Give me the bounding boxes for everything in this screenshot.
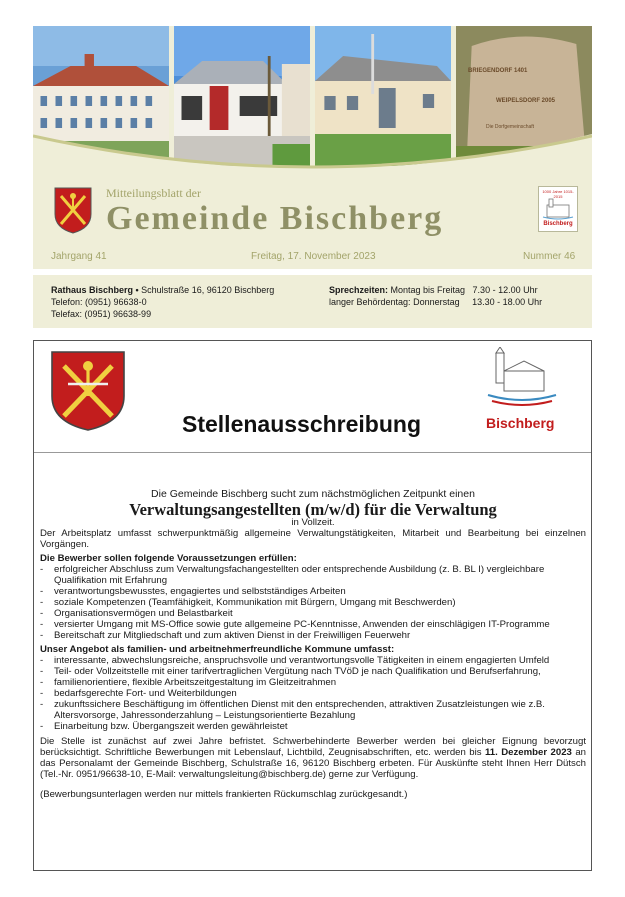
badge-text: 1000 Jahre 1015-2015 bbox=[542, 189, 574, 199]
jahrgang: Jahrgang 41 bbox=[51, 251, 107, 262]
requirements-list bbox=[40, 564, 586, 641]
ad-coat-of-arms-icon bbox=[48, 348, 128, 437]
list-item: - interessante, abwechslungsreiche, anspruchsvolle und verantwortungsvolle Tätigkeiten in einem engagierten Umfeld bbox=[40, 655, 586, 666]
list-item: - verantwortungsbewusstes, engagiertes und selbstständiges Arbeiten bbox=[40, 586, 586, 597]
office-hours bbox=[329, 284, 542, 308]
list-item: - Einarbeitung bzw. Übergangszeit werden gewährleistet bbox=[40, 721, 586, 732]
list-item: - bedarfsgerechte Fort- und Weiterbildungen bbox=[40, 688, 586, 699]
offer-heading: Unser Angebot als familien- und arbeitnehmerfreundliche Kommune umfasst: bbox=[40, 644, 395, 655]
rathaus-name: Rathaus Bischberg • bbox=[51, 285, 139, 295]
office-hours-label: Sprechzeiten: bbox=[329, 285, 389, 295]
stone-text-1: BRIEGENDORF 1401 bbox=[468, 68, 528, 74]
list-item: - Organisationsvermögen und Belastbarkeit bbox=[40, 608, 586, 619]
rathaus-phone: Telefon: (0951) 96638-0 bbox=[51, 297, 147, 307]
anniversary-badge bbox=[538, 186, 578, 232]
list-item: - erfolgreicher Abschluss zum Verwaltungsfachangestellten oder entsprechende Ausbildung (z. B. BL I) vergleichbare Qualifikation mit Erfahrung bbox=[40, 564, 586, 586]
office-hours-line1: Montag bis Freitag 7.30 - 12.00 Uhr bbox=[388, 285, 538, 295]
contact-box bbox=[33, 275, 592, 328]
closing-text-1: Die Stelle ist zunächst auf zwei Jahre befristet. Schwerbehinderte Bewerber werden bei gleicher Eignung bevorzugt berücksichtigt. Schriftliche Bewerbungen mit Lebenslauf, Lichtbild, Zeugnisabschriften, etc. werden bis bbox=[40, 736, 586, 758]
masthead-subtitle: Mitteilungsblatt der bbox=[106, 186, 201, 200]
masthead-title: Gemeinde Bischberg bbox=[106, 200, 444, 237]
requirements-heading: Die Bewerber sollen folgende Voraussetzungen erfüllen: bbox=[40, 553, 297, 564]
list-item: - versierter Umgang mit MS-Office sowie gute allgemeine PC-Kenntnisse, Anwenden der einschlägigen IT-Programme bbox=[40, 619, 586, 630]
return-note: (Bewerbungsunterlagen werden nur mittels frankierten Rückumschlag zurückgesandt.) bbox=[40, 789, 408, 800]
badge-label: Bischberg bbox=[543, 221, 573, 227]
ad-description: Der Arbeitsplatz umfasst schwerpunktmäßig allgemeine Verwaltungstätigkeiten, Mitarbeit und Bearbeitung bei einzelnen Vorgängen. bbox=[40, 528, 586, 550]
office-hours-line2: langer Behördentag: Donnerstag 13.30 - 18.00 Uhr bbox=[329, 297, 543, 307]
ad-body bbox=[40, 489, 586, 800]
list-item: - soziale Kompetenzen (Teamfähigkeit, Kommunikation mit Bürgern, Umgang mit Beschwerden) bbox=[40, 597, 586, 608]
vollzeit: in Vollzeit. bbox=[291, 517, 335, 528]
rathaus-fax: Telefax: (0951) 96638-99 bbox=[51, 309, 152, 319]
rathaus-info bbox=[51, 284, 274, 320]
application-deadline: 11. Dezember 2023 bbox=[485, 747, 572, 758]
offer-list bbox=[40, 655, 586, 732]
stone-text-2: WEIPELSDORF 2005 bbox=[496, 98, 556, 104]
closing-text-2: an das Personalamt der Gemeinde Bischberg, Schulstraße 16, 96120 Bischberg erbeten. Für Auskünfte steht Ihnen Herr Dütsch (Tel.-Nr. 0951/96638-10, E-Mail: verwaltungsleitung@bischberg.de) gerne zur Verfügung. bbox=[40, 747, 586, 780]
masthead bbox=[33, 26, 592, 269]
ad-intro: Die Gemeinde Bischberg sucht zum nächstmöglichen Zeitpunkt einen bbox=[151, 488, 475, 500]
stone-text-3: Die Dorfgemeinschaft bbox=[486, 124, 535, 130]
coat-of-arms-icon bbox=[53, 186, 93, 239]
job-advertisement bbox=[33, 340, 592, 871]
logo-label: Bischberg bbox=[486, 415, 555, 431]
rathaus-address: Schulstraße 16, 96120 Bischberg bbox=[138, 285, 275, 295]
divider bbox=[34, 452, 591, 453]
list-item: - familienorientiere, flexible Arbeitszeitgestaltung im Gleitzeitrahmen bbox=[40, 677, 586, 688]
ad-heading: Stellenausschreibung bbox=[182, 411, 422, 437]
list-item: - Teil- oder Vollzeitstelle mit einer tarifvertraglichen Vergütung nach TVöD je nach Qualifikation und Berufserfahrung, bbox=[40, 666, 586, 677]
closing-paragraph bbox=[40, 736, 586, 780]
position-title: Verwaltungsangestellten (m/w/d) für die Verwaltung bbox=[129, 500, 497, 519]
issue-date: Freitag, 17. November 2023 bbox=[251, 251, 376, 262]
decorative-swoosh bbox=[33, 134, 592, 194]
issue-number: Nummer 46 bbox=[523, 251, 576, 262]
list-item: - Bereitschaft zur Mitgliedschaft und zum aktiven Dienst in der Freiwilligen Feuerwehr bbox=[40, 630, 586, 641]
list-item: - zukunftssichere Beschäftigung im öffentlichen Dienst mit den entsprechenden, attraktiven Zusatzleistungen wie z.B. Altersvorsorge, Jahressonderzahlung – Leistungsorientierte Bezahlung bbox=[40, 699, 586, 721]
bischberg-logo bbox=[482, 347, 562, 437]
